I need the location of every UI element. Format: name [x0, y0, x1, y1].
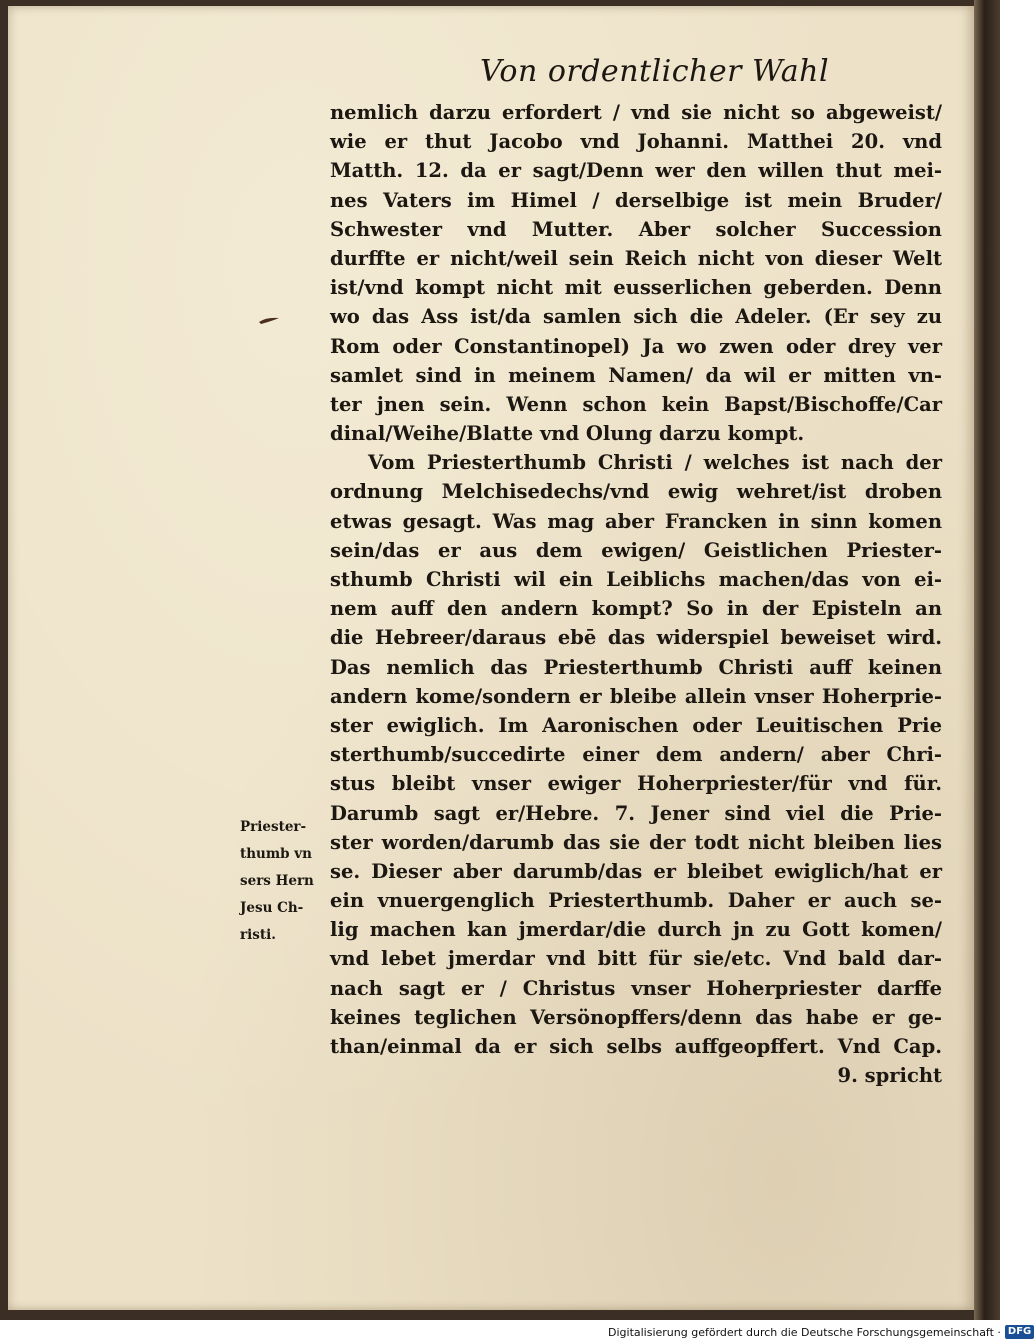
text-line: keines teglichen Versönopffers/denn das habe er ge-	[330, 1005, 942, 1029]
text-line: etwas gesagt. Was mag aber Francken in sinn komen	[330, 509, 942, 533]
text-line: nes Vaters im Himel / derselbige ist mein Bruder/	[330, 188, 942, 212]
marginal-note-line: Priester-	[240, 819, 307, 835]
text-line: wie er thut Jacobo vnd Johanni. Matthei 20. vnd	[330, 130, 942, 154]
text-line: Matth. 12. da er sagt/Denn wer den willen thut mei-	[330, 159, 942, 183]
text-line: 9. spricht	[837, 1064, 942, 1088]
text-line: sthumb Christi wil ein Leiblichs machen/das von ei-	[330, 568, 942, 591]
text-line: Schwester vnd Mutter. Aber solcher Succession	[330, 217, 942, 241]
text-line: nemlich darzu erfordert / vnd sie nicht so abgeweist/	[330, 101, 942, 124]
text-line: Rom oder Constantinopel) Ja wo zwen oder drey ver	[330, 334, 942, 358]
text-line: die Hebreer/daraus ebē das widerspiel beweiset wird.	[330, 626, 942, 650]
text-line: vnd lebet jmerdar vnd bitt für sie/etc. Vnd bald dar-	[330, 947, 942, 971]
marginal-note-line: Jesu Ch-	[240, 900, 304, 916]
text-line: ein vnuergenglich Priesterthumb. Daher er auch se-	[330, 889, 942, 913]
text-line: ter jnen sein. Wenn schon kein Bapst/Bischoffe/Car	[330, 392, 942, 416]
text-line: nach sagt er / Christus vnser Hoherpriester darffe	[330, 976, 942, 1000]
text-line: stus bleibt vnser ewiger Hoherpriester/für vnd für.	[330, 772, 942, 796]
text-line: durffte er nicht/weil sein Reich nicht von dieser Welt	[330, 246, 942, 270]
text-line: wo das Ass ist/da samlen sich die Adeler. (Er sey zu	[330, 305, 942, 329]
footer-credit	[608, 1322, 1032, 1342]
text-line: sterthumb/succedirte einer dem andern/ aber Chri-	[330, 743, 942, 767]
text-line: ster ewiglich. Im Aaronischen oder Leuitischen Prie	[330, 713, 942, 737]
marginal-note-line: thumb vn	[240, 846, 312, 862]
footer-text: Digitalisierung gefördert durch die Deutsche Forschungsgemeinschaft ·	[608, 1325, 1001, 1339]
text-line: ordnung Melchisedechs/vnd ewig wehret/ist droben	[330, 480, 942, 504]
text-line: Das nemlich das Priesterthumb Christi auff keinen	[330, 655, 942, 679]
marginal-note-line: risti.	[240, 927, 276, 943]
dfg-logo: DFG	[1005, 1325, 1034, 1339]
text-line: sein/das er aus dem ewigen/ Geistlichen Priester-	[330, 538, 942, 562]
text-line: Vom Priesterthumb Christi / welches ist nach der	[368, 451, 942, 475]
text-line: ist/vnd kompt nicht mit eusserlichen geberden. Denn	[330, 276, 942, 300]
text-line: samlet sind in meinem Namen/ da wil er mitten vn-	[330, 363, 942, 387]
text-line: ster worden/darumb das sie der todt nicht bleiben lies	[330, 830, 942, 854]
text-line: andern kome/sondern er bleibe allein vnser Hoherprie-	[330, 684, 942, 708]
marginal-note-line: sers Hern	[240, 873, 314, 889]
ink-blot	[258, 316, 280, 325]
text-line: lig machen kan jmerdar/die durch jn zu Gott komen/	[330, 918, 942, 942]
marginal-note	[240, 814, 330, 949]
text-line: nem auff den andern kompt? So in der Episteln an	[330, 597, 942, 621]
text-line: dinal/Weihe/Blatte vnd Olung darzu kompt.	[330, 422, 805, 446]
running-head: Von ordentlicher Wahl	[480, 54, 830, 89]
book-edge	[974, 0, 1000, 1320]
body-text	[330, 98, 942, 1090]
text-line: Darumb sagt er/Hebre. 7. Jener sind viel die Prie-	[330, 801, 942, 825]
text-line: than/einmal da er sich selbs auffgeopffert. Vnd Cap.	[330, 1035, 942, 1058]
text-line: se. Dieser aber darumb/das er bleibet ewiglich/hat er	[330, 859, 942, 883]
